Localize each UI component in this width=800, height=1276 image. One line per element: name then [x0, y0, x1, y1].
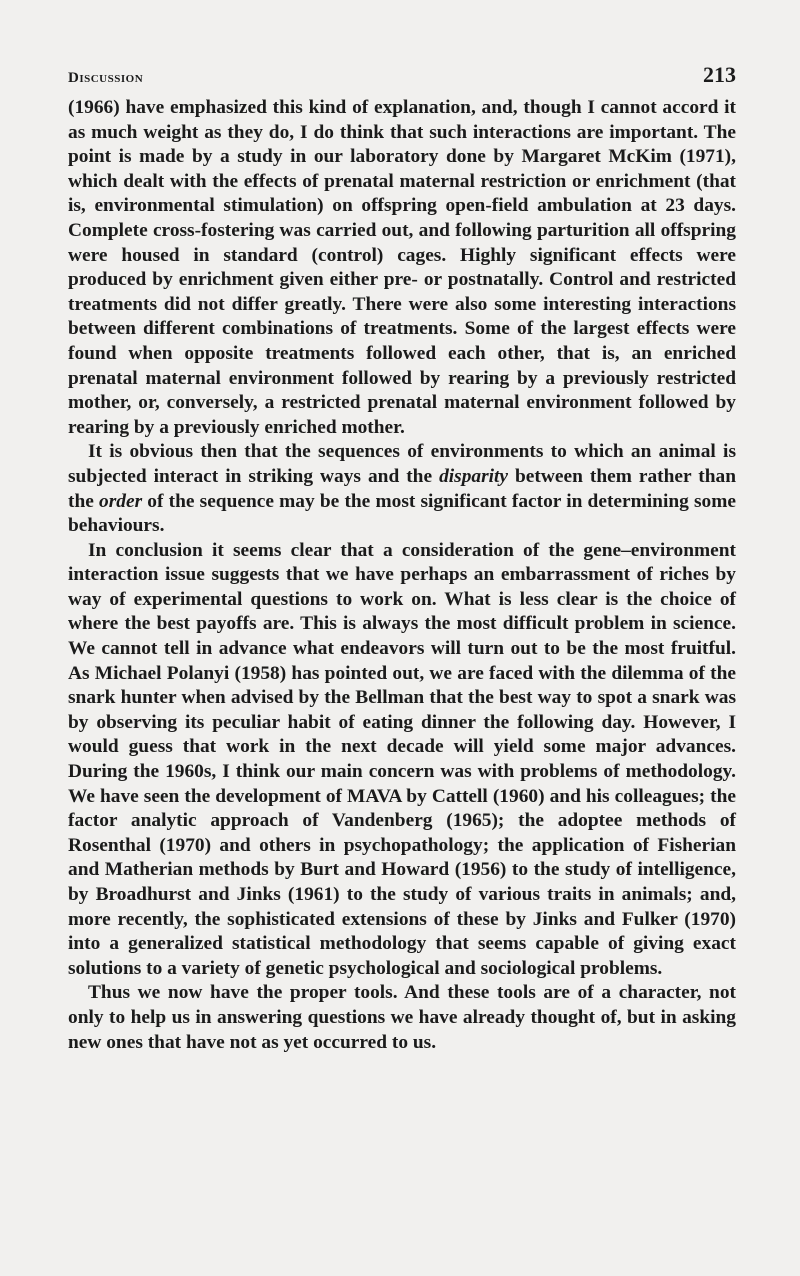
book-page: [68, 62, 736, 1055]
paragraph: [68, 981, 736, 1055]
paragraph-text: Thus we now have the proper tools. And these tools are of a character, not only to help us in answering questions we have already thought of, but in asking new ones that have not as yet occurred to us.: [68, 982, 736, 1053]
page-number: 213: [703, 62, 736, 87]
paragraph-text: (1966) have emphasized this kind of explanation, and, though I cannot accord it as much weight as they do, I do think that such interactions are important. The point is made by a study in our laboratory done by Margaret McKim (1971), which dealt with the effects of prenatal maternal restriction or enrichment (that is, environmental stimulation) on offspring open-field ambulation at 23 days. Complete cross-fostering was carried out, and following parturition all offspring were housed in standard (control) cages. Highly significant effects were produced by enrichment given either pre- or postnatally. Control and restricted treatments did not differ greatly. There were also some interesting interactions between different combinations of treatments. Some of the largest effects were found when opposite treatments followed each other, that is, an enriched prenatal maternal environment followed by rearing by a previously restricted mother, or, conversely, a restricted prenatal maternal environment followed by rearing by a previously enriched mother.: [68, 97, 736, 438]
section-title: Discussion: [68, 70, 144, 86]
emphasis-text: order: [99, 490, 143, 512]
paragraph-text: of the sequence may be the most significant factor in determining some behaviours.: [68, 490, 736, 537]
paragraph: [68, 440, 736, 538]
paragraph-text: It is obvious then that the sequences of environments to which an animal is subjected interact in striking ways and the: [68, 441, 736, 487]
body-text: [68, 96, 736, 1055]
paragraph: [68, 539, 736, 982]
emphasis-text: disparity: [439, 465, 509, 487]
paragraph-text: In conclusion it seems clear that a consideration of the gene–environment interaction issue suggests that we have perhaps an embarrassment of riches by way of experimental questions to work on. What is less clear is the choice of where the best payoffs are. This is always the most difficult problem in science. We cannot tell in advance what endeavors will turn out to be the most fruitful. As Michael Polanyi (1958) has pointed out, we are faced with the dilemma of the snark hunter when advised by the Bellman that the best way to spot a snark was by observing its peculiar habit of eating dinner the following day. However, I would guess that work in the next decade will yield some major advances. During the 1960s, I think our main concern was with problems of methodology. We have seen the development of MAVA by Cattell (1960) and his colleagues; the factor analytic approach of Vandenberg (1965); the adoptee methods of Rosenthal (1970) and others in psychopathology; the application of Fisherian and Matherian methods by Burt and Howard (1956) to the study of intelligence, by Broadhurst and Jinks (1961) to the study of various traits in animals; and, more recently, the sophisticated extensions of these by Jinks and Fulker (1970) into a generalized statistical methodology that seems capable of giving exact solutions to a variety of genetic psychological and sociological problems.: [68, 539, 736, 979]
paragraph-text: between them rather than the: [68, 465, 736, 512]
running-head: [68, 62, 736, 96]
paragraph: [68, 96, 736, 440]
